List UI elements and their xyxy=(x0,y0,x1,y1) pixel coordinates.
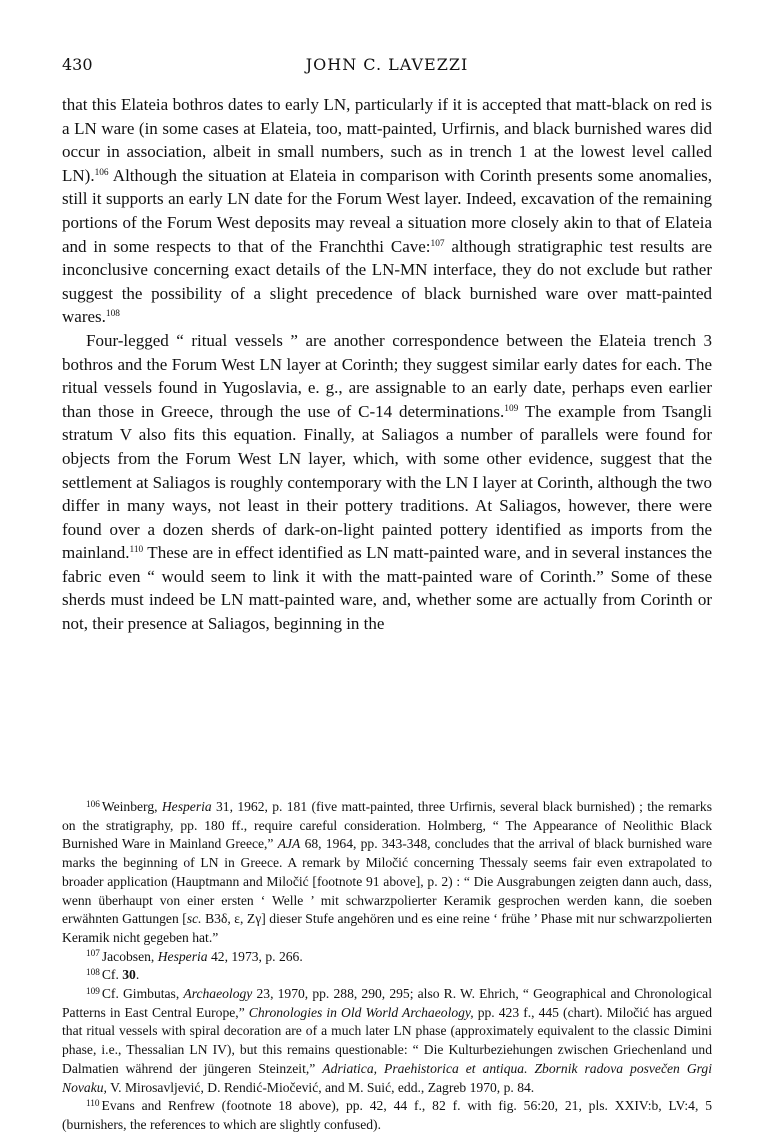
paragraph xyxy=(62,329,712,636)
running-head: JOHN C. LAVEZZI xyxy=(305,55,469,74)
italic-text: sc. xyxy=(186,911,202,927)
footnote-110 xyxy=(62,1097,712,1134)
italic-text: AJA xyxy=(277,836,301,852)
body-text xyxy=(62,93,712,636)
text-run: 23, 1970, pp. 288, 290, 295; also R. W. Ehrich, “ Geographical and Chronological Patterns in East Central Europe,” xyxy=(62,986,712,1020)
text-run: although stratigraphic test results are inconclusive concerning exact details of the LN-MN interface, they do not exclude but rather suggest the possibility of a slight precedence of black burnished ware over matt-painted wares. xyxy=(62,236,713,327)
footnote-108 xyxy=(62,966,712,985)
text-run: Jacobsen, xyxy=(101,948,158,964)
text-run: 68, 1964, pp. 343-348, concludes that the arrival of black burnished ware marks the beginning of LN in Greece. A remark by Miločić concerning Thessaly seems fair even extrapolated to broader application (Hauptmann and Miločić [footnote 91 above], p. 2) : “ Die Ausgrabungen zeigten dann auch, dass, wenn überhaupt von einer ersten ‘ Welle ’ mit schwarzpolierter Keramik gesprochen werden kann, die soeben erwähnten Gattungen [ xyxy=(62,836,712,927)
footnote-number: 106 xyxy=(86,798,100,809)
italic-text: Adriatica, Praehistorica et antiqua. Zbornik radova posvečen Grgi Novaku, xyxy=(62,1060,712,1095)
italic-text: Archaeology xyxy=(183,986,253,1002)
footnote-number: 110 xyxy=(86,1098,100,1109)
footnote-107 xyxy=(62,948,712,967)
text-run: The example from Tsangli stratum V also fits this equation. Finally, at Saliagos a number of parallels were found for objects from the Forum West LN layer, which, with some other evidence, suggest that the settlement at Saliagos is roughly contemporary with the LN I layer at Corinth, although the two differ in many ways, not least in their pottery traditions. At Saliagos, however, there were found over a dozen sherds of dark-on-light painted pottery identified as imports from the mainland. xyxy=(62,401,713,563)
footnote-number: 109 xyxy=(86,985,100,996)
footnote-ref: 106 xyxy=(94,167,109,178)
text-run: pp. 423 f., 445 (chart). Miločić has argued that ritual vessels with spiral decoration are of a much later LN phase (approximately equivalent to the classic Dimini phase, i.e., Thessalian LN IV), but this remains questionable: “ Die Kulturbeziehungen zwischen Griechenland und Dalmatien während der jüngeren Steinzeit,” xyxy=(62,1004,712,1076)
text-run: 42, 1973, p. 266. xyxy=(207,948,303,964)
text-run: Weinberg, xyxy=(101,799,162,814)
page-number: 430 xyxy=(62,55,93,74)
bold-text: 30 xyxy=(122,967,136,983)
text-run: Cf. xyxy=(101,967,123,983)
footnote-109 xyxy=(62,985,712,1097)
paragraph xyxy=(62,93,712,329)
footnote-ref: 110 xyxy=(129,545,144,556)
text-run: Four-legged “ ritual vessels ” are another correspondence between the Elateia trench 3 bothros and the Forum West LN layer at Corinth; they suggest similar early dates for each. The ritual vessels found in Yugoslavia, e. g., are assignable to an early date, perhaps even earlier than those in Greece, through the use of C-14 determinations. xyxy=(62,330,712,421)
italic-text: Hesperia xyxy=(157,948,208,964)
footnote-106 xyxy=(62,798,712,948)
italic-text: Hesperia xyxy=(161,799,212,814)
page-header xyxy=(62,55,712,79)
footnote-ref: 109 xyxy=(504,403,519,414)
italic-text: Chronologies in Old World Archaeology, xyxy=(248,1004,474,1020)
footnote-number: 108 xyxy=(86,967,100,978)
text-run: B3δ, ε, Zγ] dieser Stufe angehören und es eine reine ‘ frühe ’ Phase mit nur schwarzpolierten Keramik nicht gegeben hat.” xyxy=(62,911,712,945)
text-run: Although the situation at Elateia in comparison with Corinth presents some anomalies, still it supports an early LN date for the Forum West layer. Indeed, excavation of the remaining portions of the Forum West deposits may reveal a situation more closely akin to that of Elateia and in some respects to that of the Franchthi Cave: xyxy=(62,165,712,256)
footnote-ref: 107 xyxy=(430,238,445,249)
footnote-ref: 108 xyxy=(105,309,120,320)
text-run: 31, 1962, p. 181 (five matt-painted, three Urfirnis, several black burnished) ; the remarks on the stratigraphy, pp. 180 ff., require careful consideration. Holmberg, “ The Appearance of Neolithic Black Burnished Ware in Mainland Greece,” xyxy=(62,799,712,852)
footnotes xyxy=(62,798,712,1135)
text-run: Cf. Gimbutas, xyxy=(101,986,184,1002)
text-run: Evans and Renfrew (footnote 18 above), pp. 42, 44 f., 82 f. with fig. 56:20, 21, pls. XXIV:b, LV:4, 5 (burnishers, the references to which are slightly confused). xyxy=(62,1098,712,1132)
text-run: V. Mirosavljević, D. Rendić-Miočević, and M. Suić, edd., Zagreb 1970, p. 84. xyxy=(106,1079,535,1095)
text-run: . xyxy=(135,967,140,983)
footnote-number: 107 xyxy=(86,948,100,959)
text-run: that this Elateia bothros dates to early LN, particularly if it is accepted that matt-black on red is a LN ware (in some cases at Elateia, too, matt-painted, Urfirnis, and black burnished wares did occur in association, albeit in small numbers, such as in trench 1 at the lowest level called LN). xyxy=(62,95,712,185)
text-run: These are in effect identified as LN matt-painted ware, and in several instances the fabric even “ would seem to link it with the matt-painted ware of Corinth.” Some of these sherds must indeed be LN matt-painted ware, and, whether some are actually from Corinth or not, their presence at Saliagos, beginning in the xyxy=(62,543,712,634)
